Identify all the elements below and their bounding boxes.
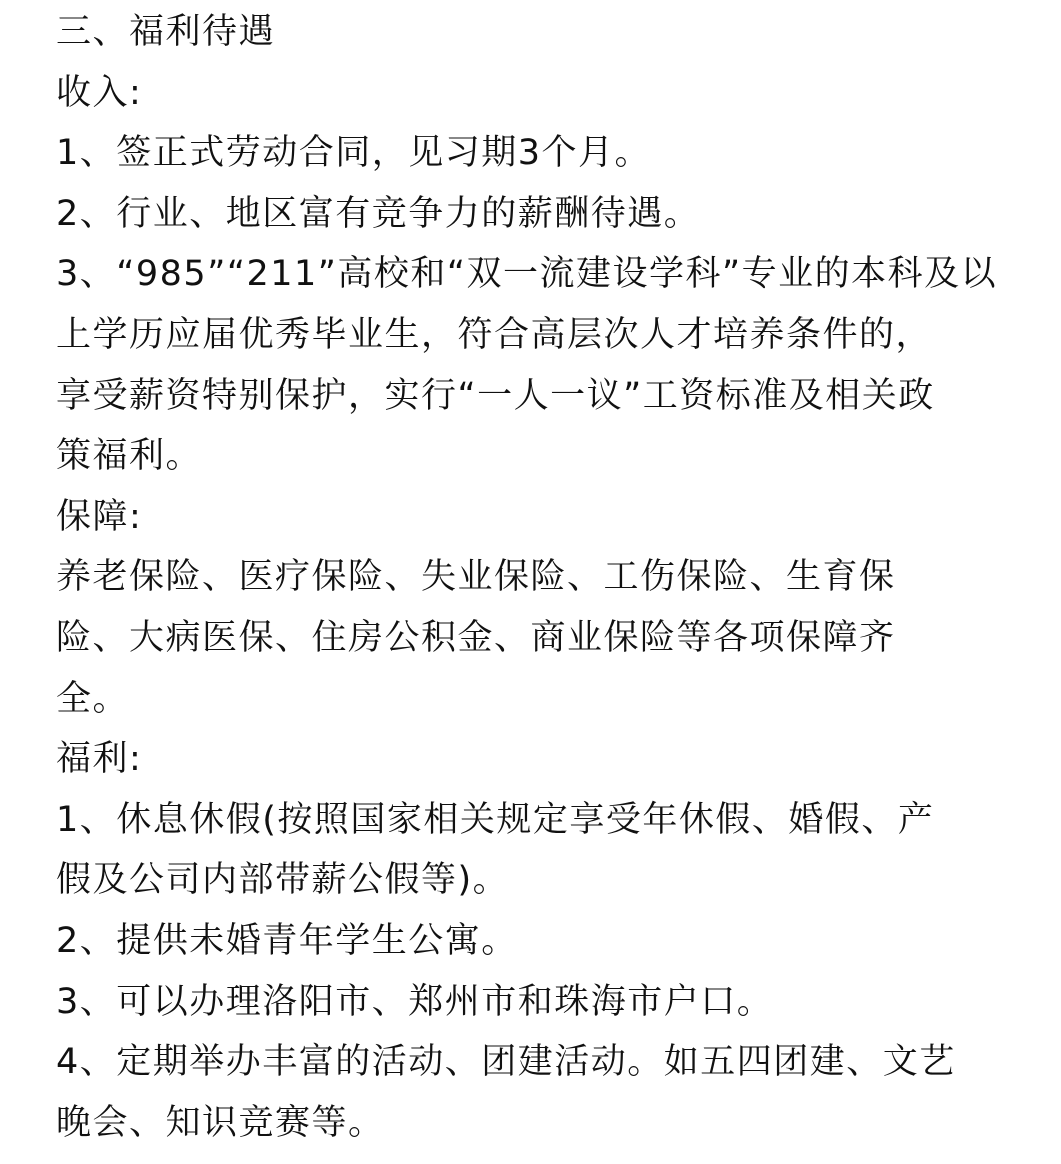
text-line: 养老保险、医疗保险、失业保险、工伤保险、生育保 bbox=[56, 557, 896, 598]
text-line: 1、休息休假(按照国家相关规定享受年休假、婚假、产 bbox=[56, 799, 935, 840]
document-body bbox=[56, 2, 1031, 1153]
text-line: 2、行业、地区富有竞争力的薪酬待遇。 bbox=[56, 193, 701, 234]
text-line: 2、提供未婚青年学生公寓。 bbox=[56, 920, 518, 961]
text-line: 险、大病医保、住房公积金、商业保险等各项保障齐 bbox=[56, 617, 896, 658]
subheading-security: 保障: bbox=[56, 496, 143, 537]
text-line: 晚会、知识竞赛等。 bbox=[56, 1102, 385, 1143]
text-line: 享受薪资特别保护，实行“一人一议”工资标准及相关政 bbox=[56, 375, 935, 416]
subheading-income: 收入: bbox=[56, 72, 143, 113]
text-line: 4、定期举办丰富的活动、团建活动。如五四团建、文艺 bbox=[56, 1042, 956, 1083]
text-line: 1、签正式劳动合同，见习期3个月。 bbox=[56, 133, 652, 174]
subheading-benefits: 福利: bbox=[56, 739, 143, 780]
text-line: 假及公司内部带薪公假等)。 bbox=[56, 860, 510, 901]
text-line: 策福利。 bbox=[56, 436, 203, 477]
text-line: 3、“985”“211”高校和“双一流建设学科”专业的本科及以 bbox=[56, 254, 998, 295]
text-line: 全。 bbox=[56, 678, 130, 719]
section-heading: 三、福利待遇 bbox=[56, 12, 276, 52]
text-line: 上学历应届优秀毕业生，符合高层次人才培养条件的， bbox=[56, 314, 933, 355]
text-line: 3、可以办理洛阳市、郑州市和珠海市户口。 bbox=[56, 981, 774, 1022]
